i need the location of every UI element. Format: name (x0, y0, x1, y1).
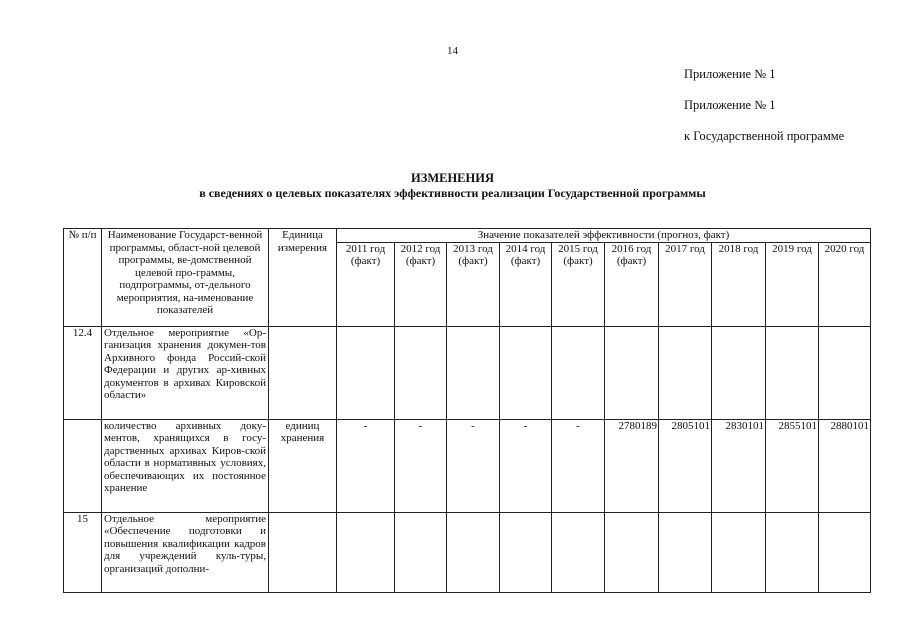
header-year: 2019 год (766, 242, 819, 326)
header-year: 2013 год (факт) (447, 242, 500, 326)
page-number: 14 (447, 45, 458, 57)
indicator-value: 2880101 (819, 419, 871, 512)
indicator-value: - (337, 419, 395, 512)
header-values-group: Значение показателей эффективности (прогноз, факт) (337, 229, 871, 243)
row-num: 12.4 (64, 326, 102, 419)
header-year: 2020 год (819, 242, 871, 326)
indicators-table (63, 228, 871, 593)
row-num: 15 (64, 512, 102, 592)
indicator-value: - (395, 419, 447, 512)
appendix-line-1: Приложение № 1 (684, 67, 776, 81)
header-num: № п/п (64, 229, 102, 327)
header-year: 2018 год (712, 242, 766, 326)
header-year: 2011 год (факт) (337, 242, 395, 326)
row-name: Отдельное мероприятие «Обеспечение подготовки и повышения квалификации кадров для учреждений куль-туры, организаций дополни- (102, 512, 269, 592)
header-year: 2017 год (659, 242, 712, 326)
indicator-value: 2855101 (766, 419, 819, 512)
header-year: 2012 год (факт) (395, 242, 447, 326)
indicator-value: - (447, 419, 500, 512)
indicator-value: - (552, 419, 605, 512)
document-subtitle: в сведениях о целевых показателях эффективности реализации Государственной программы (199, 186, 706, 200)
indicator-value: - (500, 419, 552, 512)
header-unit: Единица измерения (269, 229, 337, 327)
table-row (64, 419, 871, 512)
table-row (64, 326, 871, 419)
header-year: 2014 год (факт) (500, 242, 552, 326)
appendix-line-3: к Государственной программе (684, 129, 845, 143)
indicator-value: 2780189 (605, 419, 659, 512)
header-year: 2015 год (факт) (552, 242, 605, 326)
indicator-value: 2805101 (659, 419, 712, 512)
indicator-unit: единиц хранения (269, 419, 337, 512)
appendix-line-2: Приложение № 1 (684, 98, 776, 112)
header-year: 2016 год (факт) (605, 242, 659, 326)
indicator-name: количество архивных доку-ментов, хранящихся в госу-дарственных архивах Киров-ской области в нормативных условиях, обеспечивающих их постоянное хранение (102, 419, 269, 512)
table-row (64, 512, 871, 592)
document-title: ИЗМЕНЕНИЯ (411, 171, 494, 185)
indicator-value: 2830101 (712, 419, 766, 512)
header-name: Наименование Государст-венной программы, област-ной целевой программы, ве-домственной целевой про-граммы, подпрограммы, от-дельного мероприятия, на-именование показателей (102, 229, 269, 327)
row-name: Отдельное мероприятие «Ор-ганизация хранения докумен-тов Архивного фонда Россий-ской Федерации и других ар-хивных документов в архивах Кировской области» (102, 326, 269, 419)
